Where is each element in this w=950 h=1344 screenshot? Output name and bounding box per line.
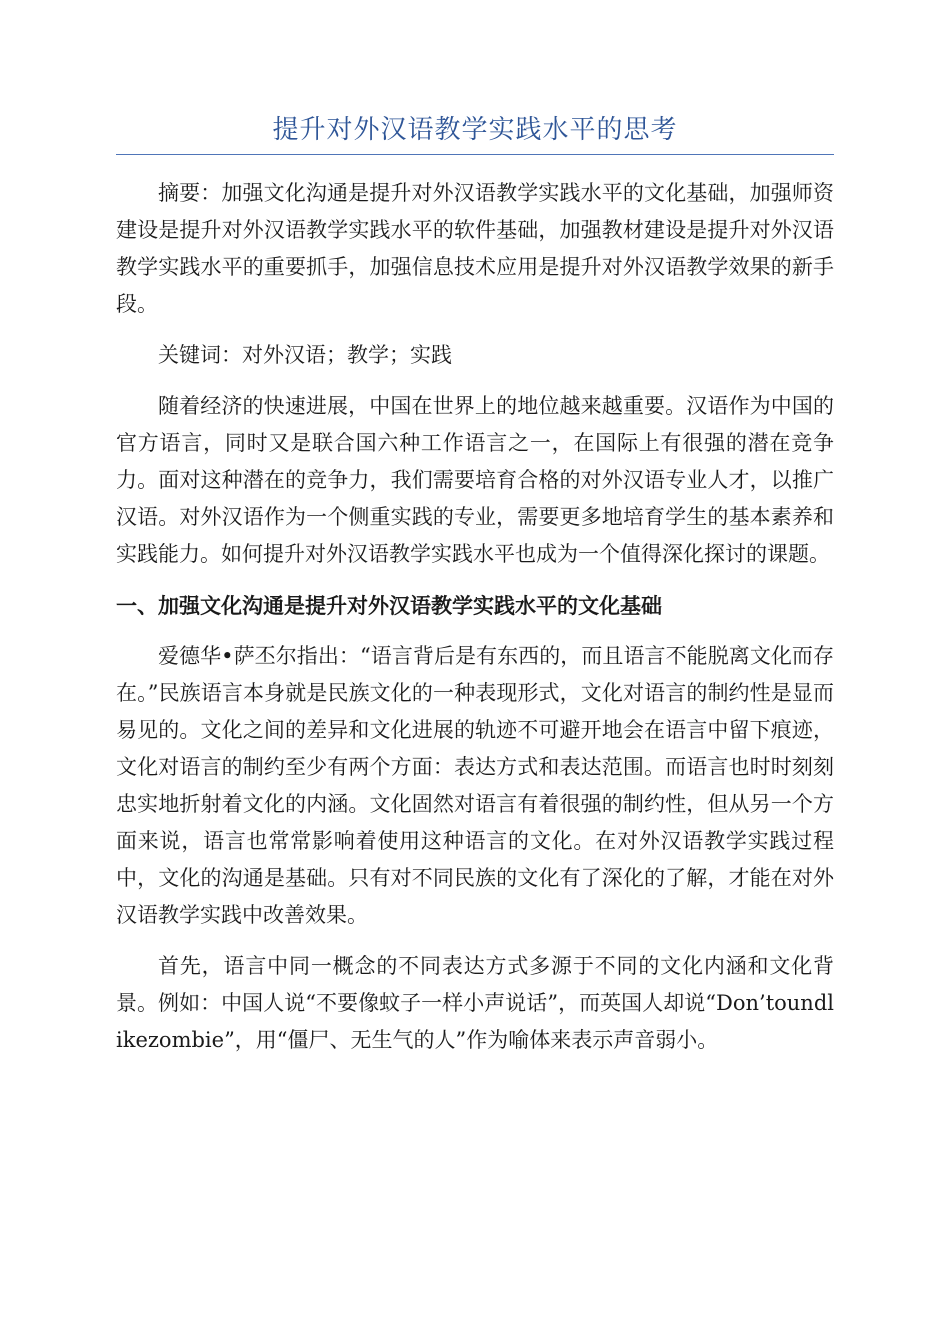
- section-1-paragraph-1: 爱德华•萨丕尔指出：“语言背后是有东西的，而且语言不能脱离文化而存在。”民族语言本身就是民族文化的一种表现形式，文化对语言的制约性是显而易见的。文化之间的差异和文化进展的轨迹不可避开地会在语言中留下痕迹，文化对语言的制约至少有两个方面：表达方式和表达范围。而语言也时时刻刻忠实地折射着文化的内涵。文化固然对语言有着很强的制约性，但从另一个方面来说，语言也常常影响着使用这种语言的文化。在对外汉语教学实践过程中，文化的沟通是基础。只有对不同民族的文化有了深化的了解，才能在对外汉语教学实践中改善效果。: [116, 644, 834, 927]
- document-page: [116, 108, 834, 1073]
- keywords-paragraph: 关键词：对外汉语；教学；实践: [158, 343, 452, 367]
- title-underline: [116, 154, 834, 155]
- section-1-paragraph-2: 首先，语言中同一概念的不同表达方式多源于不同的文化内涵和文化背景。例如：中国人说“不要像蚊子一样小声说话”，而英国人却说“Don’toundlikezombie”，用“僵尸、无生气的人”作为喻体来表示声音弱小。: [116, 954, 834, 1052]
- section-1-heading: 一、加强文化沟通是提升对外汉语教学实践水平的文化基础: [116, 593, 662, 618]
- document-title: 提升对外汉语教学实践水平的思考: [272, 115, 678, 145]
- abstract-paragraph: 摘要：加强文化沟通是提升对外汉语教学实践水平的文化基础，加强师资建设是提升对外汉语教学实践水平的软件基础，加强教材建设是提升对外汉语教学实践水平的重要抓手，加强信息技术应用是提升对外汉语教学效果的新手段。: [116, 181, 834, 316]
- intro-paragraph: 随着经济的快速进展，中国在世界上的地位越来越重要。汉语作为中国的官方语言，同时又是联合国六种工作语言之一，在国际上有很强的潜在竞争力。面对这种潜在的竞争力，我们需要培育合格的对外汉语专业人才，以推广汉语。对外汉语作为一个侧重实践的专业，需要更多地培育学生的基本素养和实践能力。如何提升对外汉语教学实践水平也成为一个值得深化探讨的课题。: [116, 394, 834, 566]
